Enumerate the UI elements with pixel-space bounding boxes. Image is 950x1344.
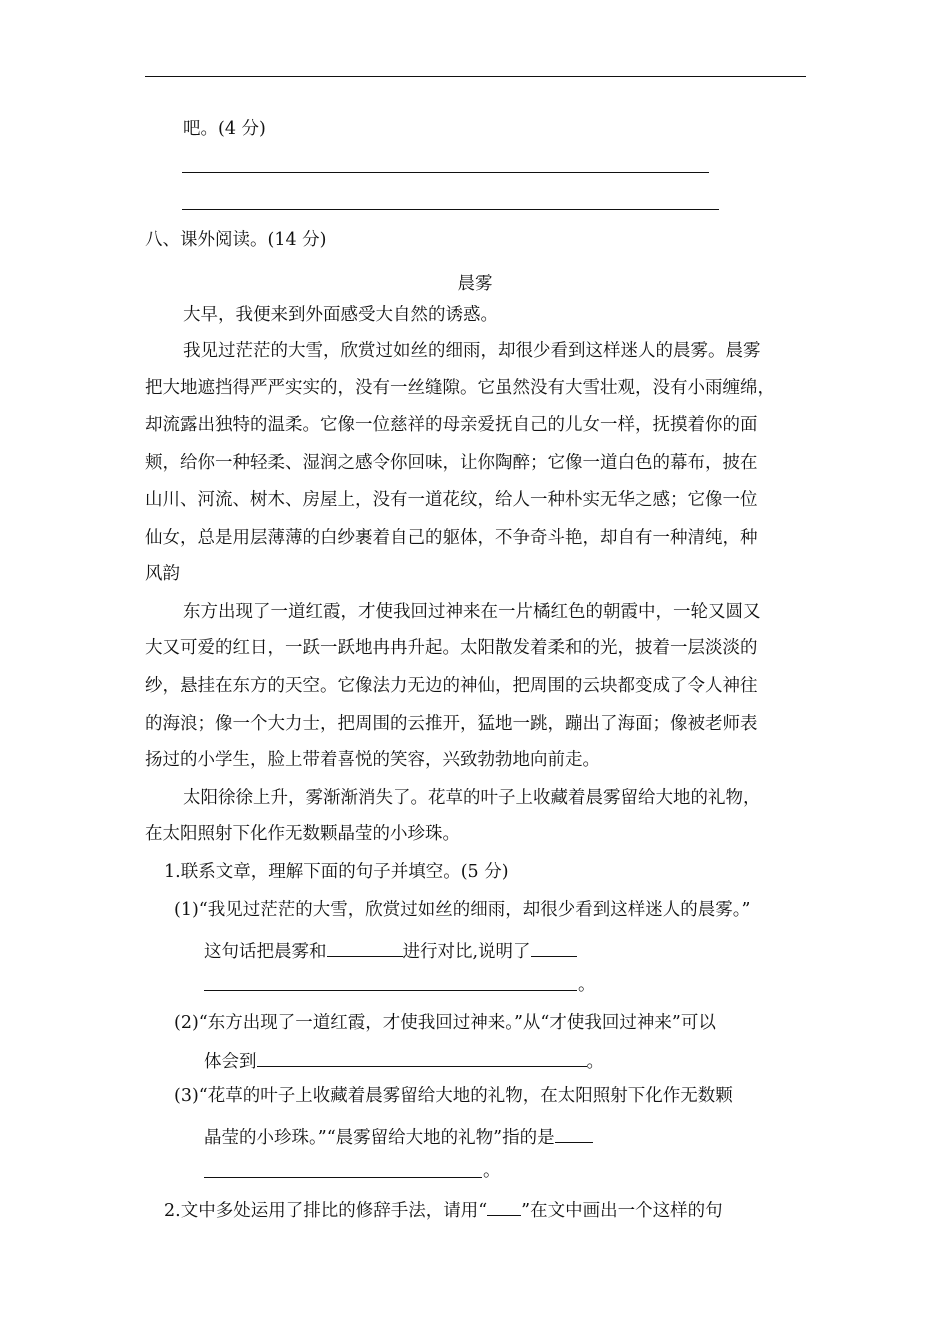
period: 。: [586, 1052, 604, 1072]
question-2-text-a: 2.文中多处运用了排比的修辞手法，请用“: [164, 1201, 488, 1221]
passage-line: 我见过茫茫的大雪，欣赏过如丝的细雨，却很少看到这样迷人的晨雾。晨雾: [183, 341, 761, 361]
passage-line: 太阳徐徐上升，雾渐渐消失了。花草的叶子上收藏着晨雾留给大地的礼物，: [183, 788, 761, 808]
top-fragment: 吧。(4 分): [183, 119, 266, 139]
question-1-2-text: 体会到: [204, 1052, 257, 1072]
passage-line: 风韵: [145, 564, 180, 584]
question-1-3-blank-row: [204, 1126, 593, 1148]
answer-blank[interactable]: [327, 940, 403, 957]
question-1-1-text-b: 进行对比,说明了: [402, 942, 531, 962]
passage-line: 大又可爱的红日，一跃一跃地冉冉升起。太阳散发着柔和的光，披着一层淡淡的: [145, 638, 758, 658]
passage-line: 的海浪；像一个大力士，把周围的云推开，猛地一跳，蹦出了海面；像被老师表: [145, 714, 758, 734]
question-1-1: (1)“我见过茫茫的大雪，欣赏过如丝的细雨，却很少看到这样迷人的晨雾。”: [174, 900, 751, 920]
question-1-2-blank-row: [204, 1050, 604, 1072]
passage-line: 山川、河流、树木、房屋上，没有一道花纹，给人一种朴实无华之感；它像一位: [145, 490, 758, 510]
passage-line: 东方出现了一道红霞，才使我回过神来在一片橘红色的朝霞中，一轮又圆又: [183, 602, 761, 622]
question-2-text-b: ”在文中画出一个这样的句: [521, 1201, 723, 1221]
passage-line: 仙女，总是用层薄薄的白纱裹着自己的躯体，不争奇斗艳，却自有一种清纯，种: [145, 528, 758, 548]
question-1-2: (2)“东方出现了一道红霞，才使我回过神来。”从“才使我回过神来”可以: [174, 1013, 716, 1033]
section-title: 八、课外阅读。(14 分): [145, 230, 327, 250]
answer-blank[interactable]: [204, 1177, 482, 1178]
answer-blank[interactable]: [555, 1126, 593, 1143]
question-1-3: (3)“花草的叶子上收藏着晨雾留给大地的礼物，在太阳照射下化作无数颗: [174, 1086, 733, 1106]
passage-line: 纱，悬挂在东方的天空。它像法力无边的神仙，把周围的云块都变成了令人神往: [145, 676, 758, 696]
passage-title: 晨雾: [457, 274, 493, 294]
answer-blank[interactable]: [257, 1050, 587, 1067]
question-2: [164, 1199, 723, 1221]
question-1-3-text: 晶莹的小珍珠。”“晨雾留给大地的礼物”指的是: [204, 1128, 555, 1148]
passage-line: 大早，我便来到外面感受大自然的诱惑。: [183, 305, 498, 325]
question-1: 1.联系文章，理解下面的句子并填空。(5 分): [164, 862, 509, 882]
passage-line: 在太阳照射下化作无数颗晶莹的小珍珠。: [145, 824, 460, 844]
passage-line: 把大地遮挡得严严实实的，没有一丝缝隙。它虽然没有大雪壮观，没有小雨缠绵，: [145, 378, 775, 398]
passage-line: 却流露出独特的温柔。它像一位慈祥的母亲爱抚自己的儿女一样，抚摸着你的面: [145, 415, 758, 435]
answer-blank[interactable]: [531, 940, 577, 957]
answer-line-1: [182, 172, 709, 173]
period: 。: [483, 1161, 501, 1181]
passage-line: 扬过的小学生，脸上带着喜悦的笑容，兴致勃勃地向前走。: [145, 750, 600, 770]
question-1-1-text-a: 这句话把晨雾和: [204, 942, 327, 962]
question-1-1-blank-row: [204, 940, 577, 962]
period: 。: [578, 975, 596, 995]
header-rule: [145, 76, 806, 77]
answer-blank[interactable]: [487, 1199, 521, 1216]
passage-line: 颊，给你一种轻柔、湿润之感令你回味，让你陶醉；它像一道白色的幕布，披在: [145, 453, 758, 473]
answer-blank[interactable]: [204, 990, 577, 991]
answer-line-2: [182, 209, 719, 210]
